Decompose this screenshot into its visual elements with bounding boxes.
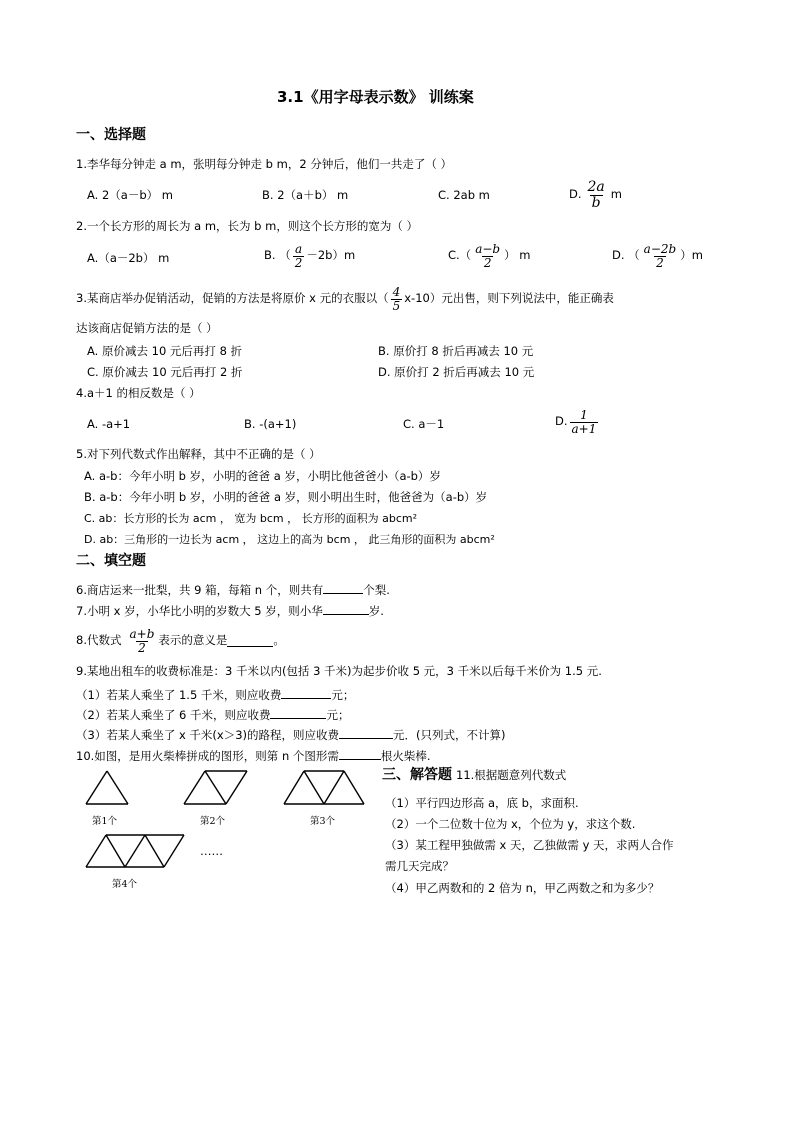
q9-sub-1-text: （1）若某人乘坐了 1.5 千米，则应收费: [76, 688, 282, 702]
section-heading-answer: 三、解答题: [382, 767, 452, 783]
q2-option-d-rest: ）m: [680, 248, 703, 263]
fraction-denominator: 5: [392, 298, 401, 313]
q3-option-c: C. 原价减去 10 元后再打 2 折: [87, 365, 243, 379]
question-4-stem: 4.a＋1 的相反数是（ ）: [76, 386, 201, 400]
fraction-numerator: a−b: [475, 242, 501, 256]
q2-option-d-label: D. （: [612, 248, 640, 263]
q10-text: 10.如图，是用火柴棒拼成的图形，则第 n 个图形需: [76, 749, 339, 763]
q11-sub-2: （2）一个二位数十位为 x，个位为 y，求这个数.: [385, 817, 636, 831]
fraction-denominator: a+1: [571, 421, 597, 436]
q3-option-b: B. 原价打 8 折后再减去 10 元: [378, 344, 534, 358]
q9-sub-3-end: 元．(只列式，不计算): [393, 728, 506, 742]
matchstick-figure-2: [184, 771, 247, 804]
section-3-line: [382, 768, 566, 782]
fraction-numerator: 4: [392, 285, 401, 299]
q1-option-c: C. 2ab m: [438, 188, 490, 202]
fraction-numerator: 1: [580, 408, 588, 422]
q9-sub-3-text: （3）若某人乘坐了 x 千米(x＞3)的路程，则应收费: [76, 728, 340, 742]
q1-option-d-unit: m: [610, 187, 622, 202]
question-1-stem: 1.李华每分钟走 a m，张明每分钟走 b m，2 分钟后，他们一共走了（ ）: [76, 157, 452, 171]
q2-option-b-rest: －2b）m: [306, 248, 356, 263]
q11-sub-4: （4）甲乙两数和的 2 倍为 n，甲乙两数之和为多少？: [385, 881, 660, 895]
q3-stem-part1: 3.某商店举办促销活动，促销的方法是将原价 x 元的衣服以（: [76, 291, 389, 306]
question-9-stem: 9.某地出租车的收费标准是：3 千米以内(包括 3 千米)为起步价收 5 元，3 千米以后每千米价为 1.5 元.: [76, 664, 602, 678]
section-heading-choice: 一、选择题: [76, 127, 146, 143]
q3-stem-part2: x-10）元出售，则下列说法中，能正确表: [404, 291, 614, 306]
matchstick-figure-3: [284, 771, 364, 804]
fraction-denominator: b: [591, 194, 601, 211]
q4-option-b: B. -(a+1): [244, 417, 297, 431]
q3-option-a: A. 原价减去 10 元后再打 8 折: [87, 344, 243, 358]
q2-option-c-label: C.（: [448, 248, 472, 263]
q10-text-end: 根火柴棒.: [380, 749, 431, 763]
q5-option-b: B. a-b：今年小明 b 岁，小明的爸爸 a 岁，则小明出生时，他爸爸为（a-b）岁: [84, 490, 488, 504]
q1-option-b: B. 2（a＋b） m: [262, 188, 349, 202]
fraction-numerator: a−2b: [643, 242, 677, 256]
q5-option-a: A. a-b：今年小明 b 岁，小明的爸爸 a 岁，小明比他爸爸小（a-b）岁: [84, 469, 441, 483]
question-3-stem-line2: 达该商店促销方法的是（ ）: [76, 321, 218, 335]
q9-sub-1-end: 元；: [331, 688, 355, 702]
q1-option-a: A. 2（a－b） m: [87, 188, 173, 202]
q1-option-d-label: D.: [569, 187, 582, 202]
section-heading-fill: 二、填空题: [76, 553, 146, 569]
fraction-denominator: 2: [656, 255, 664, 270]
q2-option-c-rest: ） m: [504, 248, 531, 263]
q3-option-d: D. 原价打 2 折后再减去 10 元: [378, 365, 535, 379]
fraction-numerator: 2a: [587, 179, 605, 195]
q7-text-end: 岁.: [368, 604, 384, 618]
fraction-denominator: 2: [294, 255, 303, 270]
q11-sub-1: （1）平行四边形高 a，底 b，求面积.: [385, 796, 579, 810]
q6-text: 6.商店运来一批梨，共 9 箱，每箱 n 个，则共有: [76, 583, 324, 597]
q4-option-c: C. a－1: [403, 417, 445, 431]
fraction-numerator: a+b: [129, 627, 155, 641]
figure-2-caption: 第2个: [200, 816, 226, 827]
q2-option-b-label: B. （: [264, 248, 291, 263]
fraction-denominator: 2: [138, 640, 146, 655]
q4-option-d-label: D.: [555, 414, 568, 429]
matchstick-figure-4: [86, 835, 184, 867]
q8-text-mid: 表示的意义是: [158, 633, 228, 648]
q2-option-a: A.（a－2b） m: [87, 251, 170, 265]
figure-3-caption: 第3个: [310, 816, 336, 827]
figure-4-caption: 第4个: [112, 879, 138, 890]
q9-sub-2-end: 元；: [326, 708, 350, 722]
fraction-denominator: 2: [483, 255, 492, 270]
matchstick-figure-1: [86, 771, 128, 804]
q9-sub-2-text: （2）若某人乘坐了 6 千米，则应收费: [76, 708, 271, 722]
q11-sub-3-cont: 需几天完成？: [385, 859, 454, 873]
q11-sub-3: （3）某工程甲独做需 x 天，乙独做需 y 天，求两人合作: [385, 838, 674, 852]
q8-text-end: 。: [273, 633, 285, 648]
q5-option-c: C. ab：长方形的长为 acm ， 宽为 bcm ， 长方形的面积为 abcm²: [84, 512, 418, 525]
fraction-numerator: a: [294, 242, 303, 256]
q6-text-end: 个梨.: [363, 583, 390, 597]
q5-option-d: D. ab：三角形的一边长为 acm ， 这边上的高为 bcm ， 此三角形的面积为 abcm²: [84, 533, 495, 546]
question-5-stem: 5.对下列代数式作出解释，其中不正确的是（ ）: [76, 447, 321, 461]
q8-text: 8.代数式: [76, 633, 122, 648]
question-11-stem: 11.根据题意列代数式: [456, 768, 567, 782]
page-title: 3.1《用字母表示数》 训练案: [277, 88, 474, 106]
figure-1-caption: 第1个: [92, 816, 118, 827]
figure-ellipsis: ……: [200, 844, 223, 858]
q4-option-a: A. -a+1: [87, 417, 131, 431]
q7-text: 7.小明 x 岁，小华比小明的岁数大 5 岁，则小华: [76, 604, 323, 618]
question-2-stem: 2.一个长方形的周长为 a m，长为 b m，则这个长方形的宽为（ ）: [76, 219, 418, 233]
